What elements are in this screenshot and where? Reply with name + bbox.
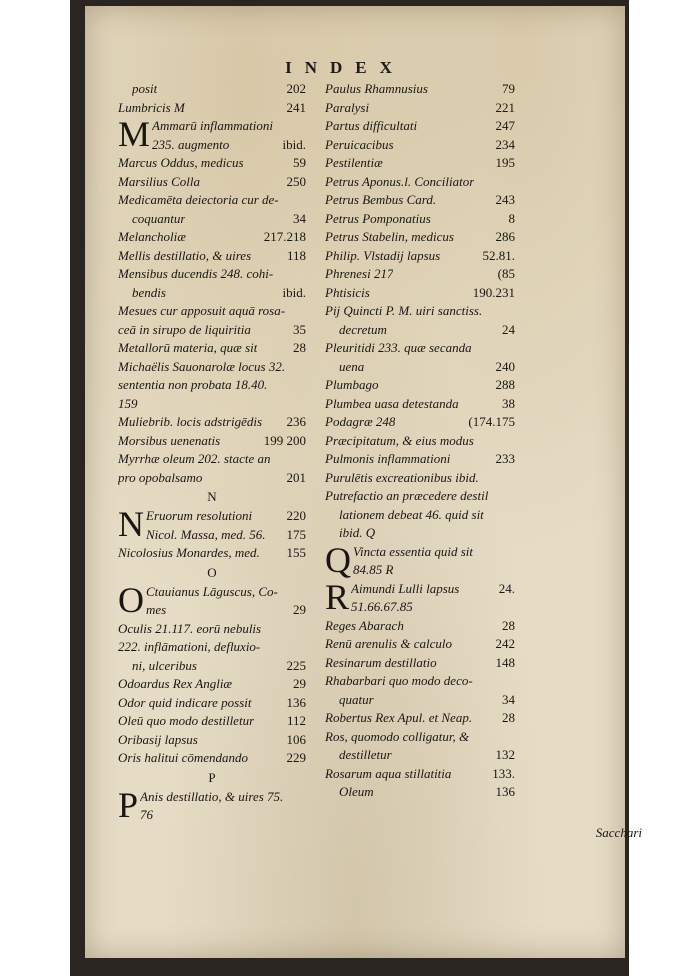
drop-cap-entry	[118, 579, 306, 620]
entry-page: 59	[293, 155, 306, 170]
entry-term: Plumbago	[325, 377, 379, 392]
entry-page: 247	[495, 118, 515, 133]
entry-page: 28	[502, 710, 515, 725]
entry-page: 233	[495, 451, 515, 466]
entry-term: 235. augmento	[152, 136, 230, 152]
entry-page: 8	[508, 210, 515, 226]
index-entry	[118, 432, 306, 451]
entry-page: 52.81.	[482, 247, 515, 263]
entry-term: Præcipitatum, & eius modus	[325, 432, 474, 448]
entry-page: 106	[286, 731, 306, 747]
entry-term: Petrus Bembus Card.	[325, 192, 437, 207]
entry-page: 28	[293, 340, 306, 355]
entry-page: 190.231	[472, 284, 515, 300]
entry-page: 38	[502, 395, 515, 411]
index-entry	[118, 675, 306, 694]
entry-page: 29	[293, 676, 306, 691]
drop-cap-entry	[118, 784, 306, 825]
index-entry	[118, 638, 306, 657]
drop-cap-letter: Q	[325, 539, 351, 580]
index-entry	[325, 154, 515, 173]
entry-page: 250	[286, 173, 306, 189]
index-entry	[325, 136, 515, 155]
drop-cap-entry	[118, 504, 306, 544]
entry-page: 221	[495, 99, 515, 115]
index-entry	[351, 580, 515, 599]
entry-term: quatur	[339, 691, 374, 707]
index-entry	[118, 694, 306, 713]
drop-cap-letter: R	[325, 576, 350, 617]
index-entry	[140, 806, 306, 825]
index-entry	[118, 339, 306, 358]
entry-term: Petrus Aponus.l. Conciliator	[325, 173, 475, 189]
index-entry	[325, 413, 515, 432]
drop-cap-entry	[325, 576, 515, 617]
index-entry	[118, 657, 306, 676]
index-entry	[118, 413, 306, 432]
entry-term: ceā in sirupo de liquiritia	[118, 321, 251, 337]
entry-term: Oculis 21.117. eorū nebulis	[118, 620, 262, 636]
index-entry	[325, 302, 515, 321]
drop-cap-letter: M	[118, 114, 151, 154]
index-entry	[118, 450, 306, 469]
index-entry	[118, 191, 306, 210]
index-entry	[118, 247, 306, 266]
entry-page: 155	[286, 545, 306, 560]
entry-page: ibid.	[282, 284, 306, 300]
entry-term: Phtisicis	[325, 284, 370, 300]
entry-term: Vincta essentia quid sit	[353, 543, 473, 559]
entry-term: Morsibus uenenatis	[118, 432, 221, 448]
entry-term: Rosarum aqua stillatitia	[325, 765, 452, 781]
index-entry	[118, 302, 306, 321]
drop-cap-letter: P	[118, 784, 139, 825]
entry-page: 175	[286, 526, 306, 542]
catchword: Sacchari	[595, 825, 642, 840]
entry-term: Aimundi Lulli lapsus	[351, 580, 460, 596]
entry-page: 132	[495, 747, 515, 762]
index-entry	[146, 526, 306, 545]
entry-term: Plumbea uasa detestanda	[325, 395, 459, 411]
entry-term: ni, ulceribus	[132, 657, 197, 673]
entry-term: Anis destillatio, & uires 75.	[140, 788, 284, 804]
index-entry	[118, 173, 306, 192]
entry-page: 34	[502, 691, 515, 707]
entry-term: Petrus Stabelin, medicus	[325, 229, 454, 244]
index-entry	[118, 210, 306, 229]
entry-term: Odor quid indicare possit	[118, 694, 252, 710]
entry-term: uena	[339, 358, 365, 374]
index-entry	[325, 469, 515, 488]
index-entry	[325, 783, 515, 802]
entry-term: Oleū quo modo destilletur	[118, 713, 255, 728]
entry-term: sententia non probata 18.40.	[118, 377, 268, 392]
entry-term: pro opobalsamo	[118, 469, 203, 485]
entry-page: 288	[495, 377, 515, 392]
index-entry	[152, 117, 306, 136]
entry-term: Partus difficultati	[325, 118, 418, 133]
index-entry	[325, 80, 515, 99]
index-entry	[118, 228, 306, 247]
index-entry	[325, 173, 515, 192]
drop-cap-entry	[118, 114, 306, 154]
entry-term: coquantur	[132, 210, 186, 226]
index-entry	[325, 210, 515, 229]
drop-cap-letter: N	[118, 504, 144, 544]
entry-term: Mellis destillatio, & uires	[118, 247, 252, 263]
index-entry	[325, 376, 515, 395]
entry-page: 286	[495, 229, 515, 244]
entry-term: ibid. Q	[339, 525, 376, 540]
entry-term: 76	[140, 807, 154, 822]
index-entry	[325, 709, 515, 728]
entry-page: 202	[286, 81, 306, 96]
index-entry	[325, 617, 515, 636]
index-entry	[353, 543, 515, 562]
drop-cap-entry	[325, 539, 515, 580]
entry-term: Resinarum destillatio	[325, 654, 437, 670]
index-entry	[118, 544, 306, 563]
entry-term: Rhabarbari quo modo deco-	[325, 673, 473, 688]
entry-page: 243	[495, 192, 515, 207]
index-entry	[118, 712, 306, 731]
entry-page: 148	[495, 654, 515, 670]
entry-page: 199 200	[263, 432, 306, 448]
entry-term: Pestilentiæ	[325, 155, 383, 170]
index-entry	[325, 99, 515, 118]
index-entry	[325, 635, 515, 654]
entry-term: Petrus Pomponatius	[325, 210, 431, 226]
entry-page: 28	[502, 617, 515, 633]
entry-term: destilletur	[339, 747, 392, 762]
index-entry	[325, 654, 515, 673]
entry-term: Muliebrib. locis adstrigēdis	[118, 414, 263, 429]
entry-term: Melancholiæ	[118, 229, 186, 244]
entry-page: 229	[286, 750, 306, 765]
index-entry	[118, 620, 306, 639]
entry-term: Odoardus Rex Angliæ	[118, 676, 233, 691]
entry-term: Nicol. Massa, med. 56.	[146, 526, 266, 542]
entry-term: 159	[118, 395, 138, 411]
entry-term: Pleuritidi 233. quæ secanda	[325, 340, 472, 355]
index-entry	[325, 450, 515, 469]
index-column-right	[325, 80, 515, 802]
index-entry	[118, 376, 306, 395]
index-entry	[325, 321, 515, 340]
index-entry	[325, 265, 515, 284]
index-entry	[325, 506, 515, 525]
entry-term: Mesues cur apposuit aquā rosa-	[118, 303, 286, 318]
entry-term: Peruicacibus	[325, 136, 394, 152]
entry-term: 51.66.67.85	[351, 599, 413, 614]
index-entry	[325, 432, 515, 451]
entry-term: Podagræ 248	[325, 414, 396, 429]
index-entry	[325, 117, 515, 136]
entry-term: Purulētis excreationibus ibid.	[325, 469, 479, 485]
entry-term: posit	[132, 81, 158, 96]
entry-term: Oribasij lapsus	[118, 731, 198, 747]
entry-page: 133.	[492, 765, 515, 781]
entry-page: 24.	[498, 580, 515, 596]
entry-term: Myrrhæ oleum 202. stacte an	[118, 451, 271, 466]
section-letter: N	[207, 489, 217, 504]
entry-term: Eruorum resolutioni	[146, 508, 253, 523]
entry-term: Putrefactio an præcedere destil	[325, 488, 489, 503]
entry-term: Medicamēta deiectoria cur de-	[118, 192, 279, 207]
index-entry	[325, 691, 515, 710]
entry-page: 195	[495, 155, 515, 170]
entry-term: lationem debeat 46. quid sit	[339, 506, 484, 522]
entry-term: decretum	[339, 321, 387, 337]
index-entry	[325, 339, 515, 358]
section-letter: O	[207, 564, 217, 580]
entry-term: Philip. Vlstadij lapsus	[325, 247, 441, 263]
entry-page: 34	[293, 210, 306, 226]
entry-term: Ros, quomodo colligatur, &	[325, 728, 470, 744]
entry-page: 112	[286, 713, 306, 728]
entry-page: 24	[502, 321, 515, 337]
entry-page: 234	[495, 136, 515, 152]
page-header: INDEX	[285, 58, 405, 77]
entry-page: 242	[495, 636, 515, 651]
entry-page: 225	[286, 657, 306, 673]
entry-page: 79	[502, 81, 515, 96]
index-entry	[146, 601, 306, 620]
entry-term: Reges Abarach	[325, 617, 404, 633]
entry-term: Pulmonis inflammationi	[325, 451, 451, 466]
entry-term: Robertus Rex Apul. et Neap.	[325, 710, 473, 725]
entry-page: 240	[495, 358, 515, 374]
entry-term: Michaëlis Sauonarolæ locus 32.	[118, 358, 286, 374]
entry-term: Nicolosius Monardes, med.	[118, 545, 260, 560]
entry-page: ibid.	[282, 136, 306, 152]
index-entry	[325, 284, 515, 303]
index-entry	[118, 395, 306, 414]
index-entry	[325, 395, 515, 414]
index-entry	[118, 284, 306, 303]
entry-term: Mensibus ducendis 248. cohi-	[118, 266, 274, 281]
index-entry	[118, 731, 306, 750]
section-letter: P	[208, 769, 216, 785]
index-entry	[146, 507, 306, 526]
entry-term: Paralysi	[325, 99, 370, 115]
index-entry	[325, 672, 515, 691]
entry-page: 29	[293, 602, 306, 617]
index-entry	[325, 487, 515, 506]
entry-term: Ammarū inflammationi	[152, 118, 273, 133]
index-entry	[353, 561, 515, 580]
entry-page: (174.175	[468, 414, 515, 429]
entry-page: 241	[286, 99, 306, 115]
index-entry	[325, 358, 515, 377]
index-column-left	[118, 80, 306, 825]
entry-page: 136	[286, 694, 306, 710]
drop-cap-letter: O	[118, 579, 144, 620]
index-entry	[325, 247, 515, 266]
index-entry	[118, 749, 306, 768]
index-entry	[118, 358, 306, 377]
entry-term: Renū arenulis & calculo	[325, 636, 452, 651]
entry-term: Oleum	[339, 784, 374, 799]
entry-term: Marsilius Colla	[118, 173, 200, 189]
index-entry	[140, 788, 306, 807]
index-entry	[118, 265, 306, 284]
index-entry	[146, 583, 306, 602]
entry-term: 84.85 R	[353, 562, 394, 577]
entry-term: bendis	[132, 284, 166, 300]
index-entry	[118, 154, 306, 173]
entry-page: 35	[293, 321, 306, 337]
entry-term: Paulus Rhamnusius	[325, 81, 428, 96]
entry-page: 217.218	[263, 229, 306, 244]
entry-page: 118	[286, 247, 306, 263]
entry-term: Marcus Oddus, medicus	[118, 155, 244, 170]
index-entry	[325, 765, 515, 784]
entry-page: 220	[286, 508, 306, 523]
entry-term: 222. inflāmationi, defluxio-	[118, 639, 261, 654]
index-entry	[325, 191, 515, 210]
index-entry	[118, 321, 306, 340]
entry-term: Phrenesi 217	[325, 266, 394, 281]
index-entry	[325, 228, 515, 247]
index-entry	[325, 524, 515, 543]
index-entry	[325, 728, 515, 747]
index-entry	[118, 469, 306, 488]
entry-page: 236	[286, 414, 306, 429]
entry-page: 201	[286, 469, 306, 485]
entry-page: (85	[497, 266, 515, 281]
index-entry	[325, 746, 515, 765]
entry-term: mes	[146, 602, 167, 617]
index-entry	[351, 598, 515, 617]
index-entry	[152, 136, 306, 155]
entry-term: Lumbricis M	[118, 99, 185, 115]
entry-term: Metallorū materia, quæ sit	[118, 340, 258, 355]
entry-page: 136	[495, 784, 515, 799]
entry-term: Pij Quincti P. M. uiri sanctiss.	[325, 303, 483, 318]
index-entry	[118, 80, 306, 99]
entry-term: Ctauianus Lāguscus, Co-	[146, 583, 278, 599]
entry-term: Oris halitui cōmendando	[118, 750, 248, 765]
